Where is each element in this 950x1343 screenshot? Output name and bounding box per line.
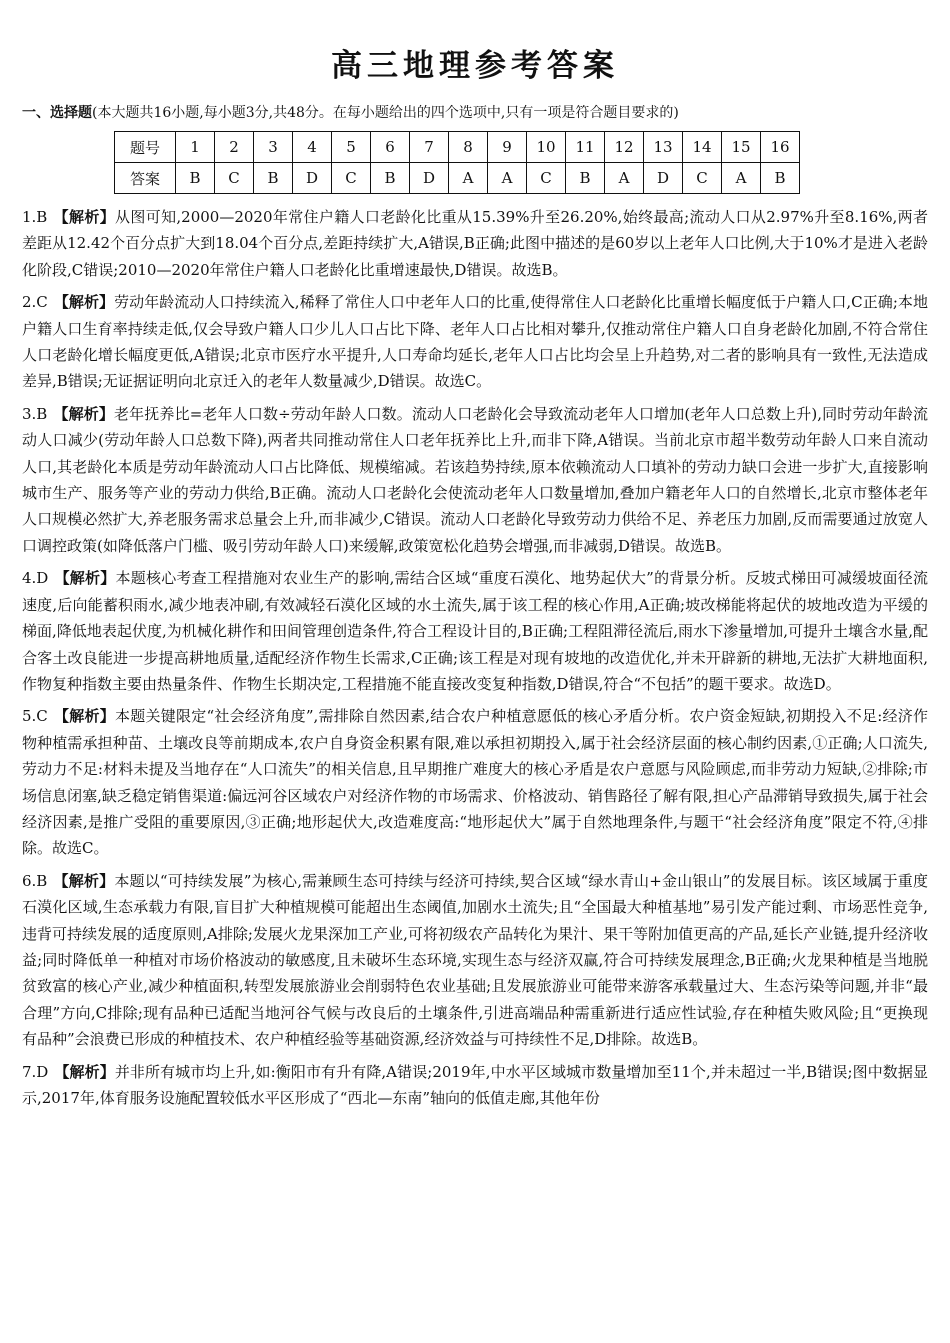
table-cell: D [410,163,449,194]
section-instruction: (本大题共16小题,每小题3分,共48分。在每小题给出的四个选项中,只有一项是符合题目要求的) [92,105,679,121]
table-cell: B [176,163,215,194]
table-cell: 7 [410,132,449,163]
analysis-tag: 【解析】 [54,1062,115,1081]
table-cell: 12 [605,132,644,163]
explanation-item-6 [22,868,928,1053]
item-number: 4.D [22,569,49,588]
item-number: 5.C [22,707,48,726]
table-cell: 6 [371,132,410,163]
row-header-number: 题号 [115,132,176,163]
section-heading [22,104,932,122]
explanation-item-5 [22,703,928,861]
item-text: 并非所有城市均上升,如:衡阳市有升有降,A错误;2019年,中水平区域城市数量增加至11个,并未超过一半,B错误;图中数据显示,2017年,体育服务设施配置较低水平区形成了“西北—东南”轴向的低值走廊,其他年份 [22,1062,928,1107]
item-text: 老年抚养比=老年人口数÷劳动年龄人口数。流动人口老龄化会导致流动老年人口增加(老年人口总数上升),同时劳动年龄流动人口减少(劳动年龄人口总数下降),两者共同推动常住人口老年抚养比上升,而非下降,A错误。当前北京市超半数劳动年龄人口来自流动人口,其老龄化本质是劳动年龄流动人口占比降低、规模缩减。若该趋势持续,原本依赖流动人口填补的劳动力缺口会进一步扩大,直接影响城市生产、服务等产业的劳动力供给,B正确。流动人口老龄化会使流动老年人口数量增加,叠加户籍老年人口的自然增长,北京市整体老年人口规模必然扩大,养老服务需求总量会上升,而非减少,C错误。流动人口老龄化导致劳动力供给不足、养老压力加剧,反而需要通过放宽人口调控政策(如降低落户门槛、吸引劳动年龄人口)来缓解,政策宽松化趋势会增强,而非减弱,D错误。故选B。 [22,404,928,555]
table-cell: A [722,163,761,194]
table-cell: B [254,163,293,194]
item-text: 本题以“可持续发展”为核心,需兼顾生态可持续与经济可持续,契合区域“绿水青山+金山银山”的发展目标。该区域属于重度石漠化区域,生态承载力有限,盲目扩大种植规模可能超出生态阈值,加剧水土流失;且“全国最大种植基地”易引发产能过剩、市场恶性竞争,违背可持续发展的适度原则,A排除;发展火龙果深加工产业,可将初级农产品转化为果汁、果干等附加值更高的产品,延长产业链,提升经济收益;同时降低单一种植对市场价格波动的敏感度,且未破坏生态环境,实现生态与经济双赢,符合可持续发展理念,B正确;火龙果种植是当地脱贫致富的核心产业,减少种植面积,转型发展旅游业会削弱特色农业基础;且发展旅游业可能带来游客承载量过大、生态污染等问题,并非“最合理”方向,C排除;现有品种已适配当地河谷气候与改良后的土壤条件,引进高端品种需重新进行适应性试验,存在种植失败风险;且“更换现有品种”会浪费已形成的种植技术、农户种植经验等基础资源,经济效益与可持续性不足,D排除。故选B。 [22,871,928,1049]
table-cell: C [332,163,371,194]
analysis-tag: 【解析】 [54,569,116,588]
table-cell: 3 [254,132,293,163]
item-text: 本题关键限定“社会经济角度”,需排除自然因素,结合农户种植意愿低的核心矛盾分析。农户资金短缺,初期投入不足:经济作物种植需承担种苗、土壤改良等前期成本,农户自身资金积累有限,难以承担初期投入,属于社会经济层面的核心制约因素,①正确;人口流失,劳动力不足:材料未提及当地存在“人口流失”的相关信息,且早期推广难度大的核心矛盾是农户意愿与风险顾虑,而非劳动力短缺,②排除;市场信息闭塞,缺乏稳定销售渠道:偏远河谷区域农户对经济作物的市场需求、价格波动、销售路径了解有限,担心产品滞销导致损失,属于社会经济因素,是推广受阻的重要原因,③正确;地形起伏大,改造难度高:“地形起伏大”属于自然地理条件,与题干“社会经济角度”限定不符,④排除。故选C。 [22,707,928,858]
item-number: 6.B [22,871,48,890]
table-cell: A [605,163,644,194]
table-cell: C [683,163,722,194]
table-cell: 9 [488,132,527,163]
item-text: 劳动年龄流动人口持续流入,稀释了常住人口中老年人口的比重,使得常住人口老龄化比重增长幅度低于户籍人口,C正确;本地户籍人口生育率持续走低,仅会导致户籍人口少儿人口占比下降、老年人口占比相对攀升,仅推动常住户籍人口自身老龄化加剧,不符合常住人口老龄化增长幅度更低,A错误;北京市医疗水平提升,人口寿命均延长,老年人口占比均会呈上升趋势,对二者的影响具有一致性,无法造成差异,B错误;无证据证明向北京迁入的老年人数量减少,D错误。故选C。 [22,293,928,391]
explanation-item-1 [22,204,928,283]
analysis-tag: 【解析】 [53,293,115,312]
item-number: 1.B [22,208,48,226]
item-text: 本题核心考查工程措施对农业生产的影响,需结合区域“重度石漠化、地势起伏大”的背景分析。反坡式梯田可减缓坡面径流速度,后向能蓄积雨水,减少地表冲刷,有效减轻石漠化区域的水土流失,属于该工程的核心作用,A正确;坡改梯能将起伏的坡地改造为平缓的梯面,降低地表起伏度,为机械化耕作和田间管理创造条件,符合工程设计目的,B正确;工程阻滞径流后,雨水下渗量增加,可提升土壤含水量,配合客土改良能进一步提高耕地质量,适配经济作物生长需求,C正确;该工程是对现有坡地的改造优化,并未开辟新的耕地,无法扩大耕地面积,作物复种指数主要由热量条件、作物生长期决定,工程措施不能直接改变复种指数,D错误,符合“不包括”的题干要求。故选D。 [22,569,928,693]
table-cell: A [449,163,488,194]
table-cell: A [488,163,527,194]
analysis-tag: 【解析】 [53,404,115,423]
table-cell: 13 [644,132,683,163]
explanation-item-7 [22,1059,928,1112]
page-title: 高三地理参考答案 [331,48,619,84]
item-text: 从图可知,2000—2020年常住户籍人口老龄化比重从15.39%升至26.20%,始终最高;流动人口从2.97%升至8.16%,两者差距从12.42个百分点扩大到18.04个百分点,差距持续扩大,A错误,B正确;此图中描述的是60岁以上老年人口比例,大于10%才是进入老龄化阶段,C错误;2010—2020年常住户籍人口老龄化比重增速最快,D错误。故选B。 [22,208,928,279]
analysis-tag: 【解析】 [53,208,116,226]
table-cell: 1 [176,132,215,163]
table-cell: 16 [761,132,800,163]
table-cell: B [371,163,410,194]
table-cell: 2 [215,132,254,163]
question-number-row [115,132,800,163]
answer-row [115,163,800,194]
analysis-tag: 【解析】 [53,707,116,726]
table-cell: C [215,163,254,194]
item-number: 2.C [22,293,48,312]
table-cell: 10 [527,132,566,163]
table-cell: 14 [683,132,722,163]
row-header-answer: 答案 [115,163,176,194]
answer-table [114,131,800,194]
table-cell: 4 [293,132,332,163]
table-cell: 5 [332,132,371,163]
explanation-item-4 [22,565,928,697]
table-cell: C [527,163,566,194]
table-cell: 15 [722,132,761,163]
explanation-list [22,204,928,1117]
section-label: 一、选择题 [22,105,92,121]
item-number: 3.B [22,404,48,423]
analysis-tag: 【解析】 [53,871,115,890]
table-cell: 8 [449,132,488,163]
table-cell: D [644,163,683,194]
table-cell: B [566,163,605,194]
table-cell: 11 [566,132,605,163]
item-number: 7.D [22,1062,49,1081]
explanation-item-3 [22,401,928,559]
explanation-item-2 [22,289,928,395]
table-cell: B [761,163,800,194]
table-cell: D [293,163,332,194]
